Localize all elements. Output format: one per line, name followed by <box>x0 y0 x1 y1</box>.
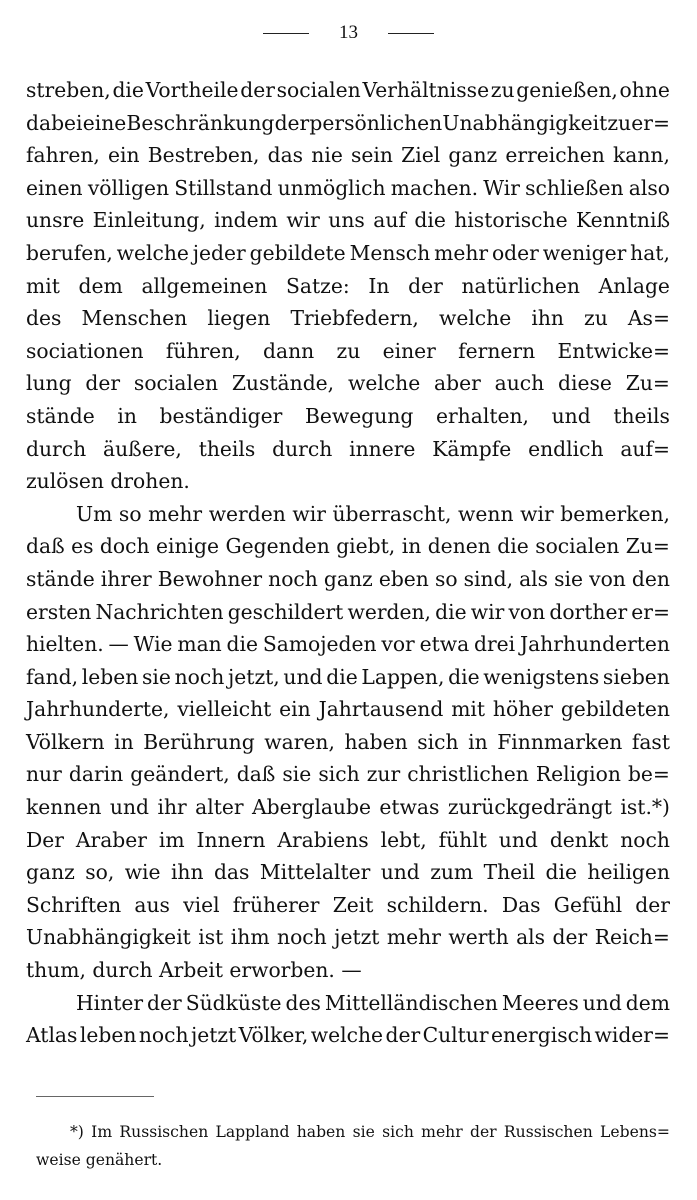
header-rule-left <box>263 33 309 34</box>
header-rule-right <box>388 33 434 34</box>
text-line: nur darin geändert, daß sie sich zur christlichen Religion be= <box>26 762 670 787</box>
text-line: Atlas leben noch jetzt Völker, welche der Cultur energisch wider= <box>26 1023 670 1048</box>
text-line: ersten Nachrichten geschildert werden, die wir von dorther er= <box>26 599 670 624</box>
text-line: hielten. — Wie man die Samojeden vor etwa drei Jahrhunderten <box>26 632 670 657</box>
text-line: kennen und ihr alter Aberglaube etwas zurückgedrängt ist.*) <box>26 795 670 820</box>
footnote-line: weise genähert. <box>36 1151 163 1169</box>
text-line: unsre Einleitung, indem wir uns auf die historische Kenntniß <box>26 208 670 233</box>
text-line: streben, die Vortheile der socialen Verhältnisse zu genießen, ohne <box>26 78 670 102</box>
text-line: stände ihrer Bewohner noch ganz eben so sind, als sie von den <box>26 566 670 591</box>
footnotes <box>36 1118 670 1174</box>
text-line: Unabhängigkeit ist ihm noch jetzt mehr werth als der Reich= <box>26 925 670 950</box>
text-line: ganz so, wie ihn das Mittelalter und zum Theil die heiligen <box>26 860 670 885</box>
text-line: thum, durch Arbeit erworben. — <box>26 958 362 983</box>
body-text <box>26 74 670 1052</box>
text-line: sociationen führen, dann zu einer fernern Entwicke= <box>26 338 670 363</box>
text-line: Um so mehr werden wir überrascht, wenn wir bemerken, <box>76 501 670 526</box>
text-line: dabei eine Beschränkung der persönlichen Unabhängigkeit zu er= <box>26 110 670 135</box>
text-line: durch äußere, theils durch innere Kämpfe endlich auf= <box>26 436 670 461</box>
text-line: des Menschen liegen Triebfedern, welche ihn zu As= <box>26 306 670 331</box>
text-line: Hinter der Südküste des Mittelländischen Meeres und dem <box>76 990 670 1015</box>
footnote-line: *) Im Russischen Lappland haben sie sich mehr der Russischen Lebens= <box>70 1123 670 1141</box>
page-header <box>0 18 697 48</box>
text-line: berufen, welche jeder gebildete Mensch mehr oder weniger hat, <box>26 240 670 265</box>
text-line: Der Araber im Innern Arabiens lebt, fühlt und denkt noch <box>26 827 670 852</box>
text-line: Jahrhunderte, vielleicht ein Jahrtausend mit höher gebildeten <box>26 697 670 722</box>
text-line: Schriften aus viel früherer Zeit schildern. Das Gefühl der <box>26 892 670 917</box>
page-number: 13 <box>339 22 358 43</box>
text-line: Völkern in Berührung waren, haben sich in Finnmarken fast <box>26 729 670 754</box>
text-line: daß es doch einige Gegenden giebt, in denen die socialen Zu= <box>26 534 670 559</box>
text-line: stände in beständiger Bewegung erhalten, und theils <box>26 403 670 428</box>
text-line: fahren, ein Bestreben, das nie sein Ziel ganz erreichen kann, <box>26 143 670 168</box>
text-line: fand, leben sie noch jetzt, und die Lappen, die wenigstens sieben <box>26 664 670 689</box>
text-line: einen völligen Stillstand unmöglich machen. Wir schließen also <box>26 175 670 200</box>
text-line: zulösen drohen. <box>26 469 190 494</box>
footnote-rule <box>36 1096 154 1097</box>
text-line: lung der socialen Zustände, welche aber auch diese Zu= <box>26 371 670 396</box>
text-line: mit dem allgemeinen Satze: In der natürlichen Anlage <box>26 273 670 298</box>
